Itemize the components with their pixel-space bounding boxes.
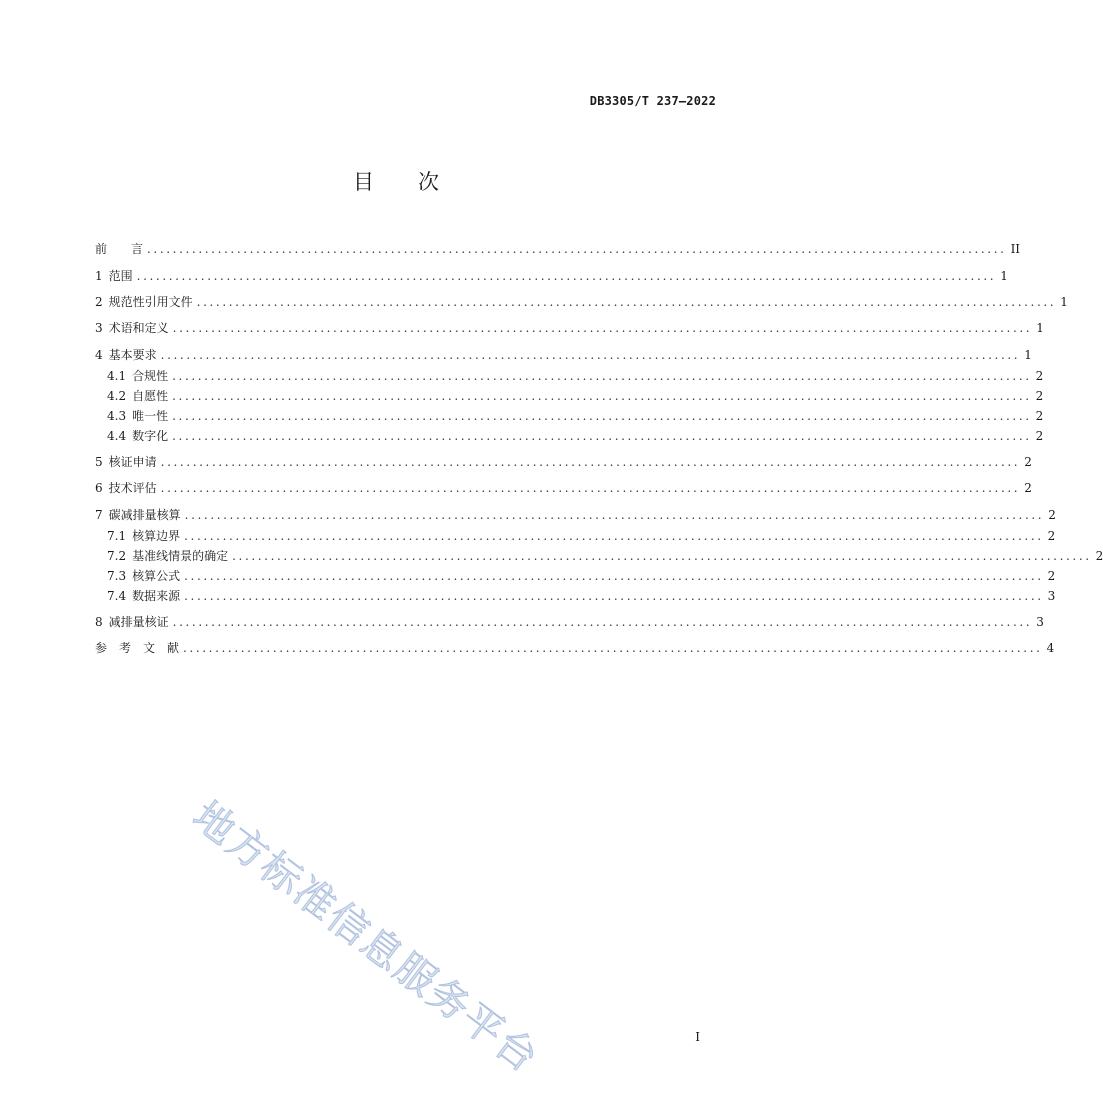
leader-dots: ......................................................................................................................................: [172, 369, 1032, 383]
toc-label: 减排量核证: [108, 615, 169, 629]
leader-dots: ......................................................................................................................................: [172, 615, 1033, 629]
toc-number: 7.2: [107, 549, 127, 563]
toc-page-number: 2: [1024, 455, 1032, 469]
toc-number: 4.4: [107, 429, 127, 443]
toc-label: 前 言: [95, 242, 144, 256]
toc-entry-uniqueness[interactable]: [107, 408, 1044, 424]
leader-dots: ......................................................................................................................................: [232, 549, 1092, 563]
toc-label: 基本要求: [108, 348, 157, 362]
toc-label: 合规性: [132, 369, 169, 383]
toc-entry-carbon-reduction-accounting[interactable]: [95, 507, 1056, 523]
leader-dots: ......................................................................................................................................: [172, 409, 1032, 423]
toc-number: 8: [95, 615, 103, 629]
toc-number: 4.3: [107, 409, 127, 423]
toc-number: 7: [95, 508, 103, 522]
toc-page-number: 4: [1046, 641, 1055, 655]
toc-entry-basic-requirements[interactable]: [95, 347, 1032, 363]
toc-number: 4: [95, 348, 103, 362]
leader-dots: ......................................................................................................................................: [160, 455, 1021, 469]
toc-entry-compliance[interactable]: [107, 368, 1044, 384]
leader-dots: ......................................................................................................................................: [160, 348, 1021, 362]
leader-dots: ......................................................................................................................................: [172, 321, 1033, 335]
toc-entry-bibliography[interactable]: [95, 640, 1055, 656]
toc-label: 术语和定义: [108, 321, 169, 335]
toc-label: 自愿性: [132, 389, 169, 403]
table-of-contents: [95, 0, 1103, 1120]
toc-label: 核证申请: [108, 455, 157, 469]
footer-page-number: I: [695, 1030, 700, 1044]
toc-label: 范围: [108, 269, 133, 283]
toc-label: 碳减排量核算: [108, 508, 181, 522]
leader-dots: ......................................................................................................................................: [184, 529, 1044, 543]
toc-entry-voluntariness[interactable]: [107, 388, 1044, 404]
toc-number: 2: [95, 295, 103, 309]
leader-dots: ......................................................................................................................................: [184, 589, 1044, 603]
toc-entry-scope[interactable]: [95, 268, 1008, 284]
toc-page-number: 2: [1035, 429, 1044, 443]
leader-dots: ......................................................................................................................................: [184, 508, 1045, 522]
leader-dots: ......................................................................................................................................: [160, 481, 1021, 495]
toc-page-number: 2: [1035, 389, 1044, 403]
leader-dots: ......................................................................................................................................: [196, 295, 1057, 309]
toc-page-number: 3: [1036, 615, 1044, 629]
toc-label: 核算边界: [132, 529, 181, 543]
toc-entry-accounting-boundary[interactable]: [107, 528, 1056, 544]
toc-label: 数字化: [132, 429, 169, 443]
toc-number: 3: [95, 321, 103, 335]
toc-entry-reduction-verification[interactable]: [95, 614, 1044, 630]
toc-entry-normative-references[interactable]: [95, 294, 1068, 310]
watermark: 地方标准信息服务平台: [184, 792, 548, 1083]
leader-dots: ......................................................................................................................................: [184, 569, 1044, 583]
title-char-right: 次: [418, 170, 439, 194]
toc-page-number: 1: [1060, 295, 1068, 309]
toc-number: 7.4: [107, 589, 127, 603]
toc-number: 4.2: [107, 389, 127, 403]
toc-entry-foreword[interactable]: [95, 241, 1021, 257]
toc-page-number: II: [1010, 242, 1021, 256]
toc-number: 6: [95, 481, 103, 495]
toc-page-number: 2: [1024, 481, 1032, 495]
toc-label: 技术评估: [108, 481, 157, 495]
toc-label: 规范性引用文件: [108, 295, 193, 309]
toc-number: 4.1: [107, 369, 127, 383]
toc-entry-technical-assessment[interactable]: [95, 480, 1032, 496]
toc-entry-verification-application[interactable]: [95, 454, 1032, 470]
toc-entry-data-sources[interactable]: [107, 588, 1056, 604]
toc-number: 5: [95, 455, 103, 469]
leader-dots: ......................................................................................................................................: [136, 269, 997, 283]
toc-page-number: 2: [1035, 409, 1044, 423]
toc-entry-terms-definitions[interactable]: [95, 320, 1044, 336]
toc-page-number: 2: [1047, 569, 1056, 583]
toc-page-number: 2: [1048, 508, 1056, 522]
toc-label: 参 考 文 献: [95, 641, 180, 655]
toc-label: 基准线情景的确定: [132, 549, 229, 563]
toc-page-number: 3: [1047, 589, 1056, 603]
leader-dots: ......................................................................................................................................: [183, 641, 1043, 655]
document-code: DB3305/T 237—2022: [589, 94, 716, 108]
leader-dots: ......................................................................................................................................: [147, 242, 1007, 256]
toc-page-number: 1: [1000, 269, 1008, 283]
leader-dots: ......................................................................................................................................: [172, 389, 1032, 403]
toc-page-number: 2: [1095, 549, 1103, 563]
toc-page-number: 1: [1036, 321, 1044, 335]
toc-number: 7.1: [107, 529, 127, 543]
toc-entry-accounting-formula[interactable]: [107, 568, 1056, 584]
toc-entry-digitalization[interactable]: [107, 428, 1044, 444]
toc-page-number: 2: [1047, 529, 1056, 543]
toc-entry-baseline-scenario[interactable]: [107, 548, 1103, 564]
toc-label: 核算公式: [132, 569, 181, 583]
leader-dots: ......................................................................................................................................: [172, 429, 1032, 443]
title-char-left: 目: [353, 170, 374, 194]
toc-number: 1: [95, 269, 103, 283]
toc-page-number: 1: [1024, 348, 1032, 362]
toc-label: 唯一性: [132, 409, 169, 423]
toc-page-number: 2: [1035, 369, 1044, 383]
toc-label: 数据来源: [132, 589, 181, 603]
toc-number: 7.3: [107, 569, 127, 583]
